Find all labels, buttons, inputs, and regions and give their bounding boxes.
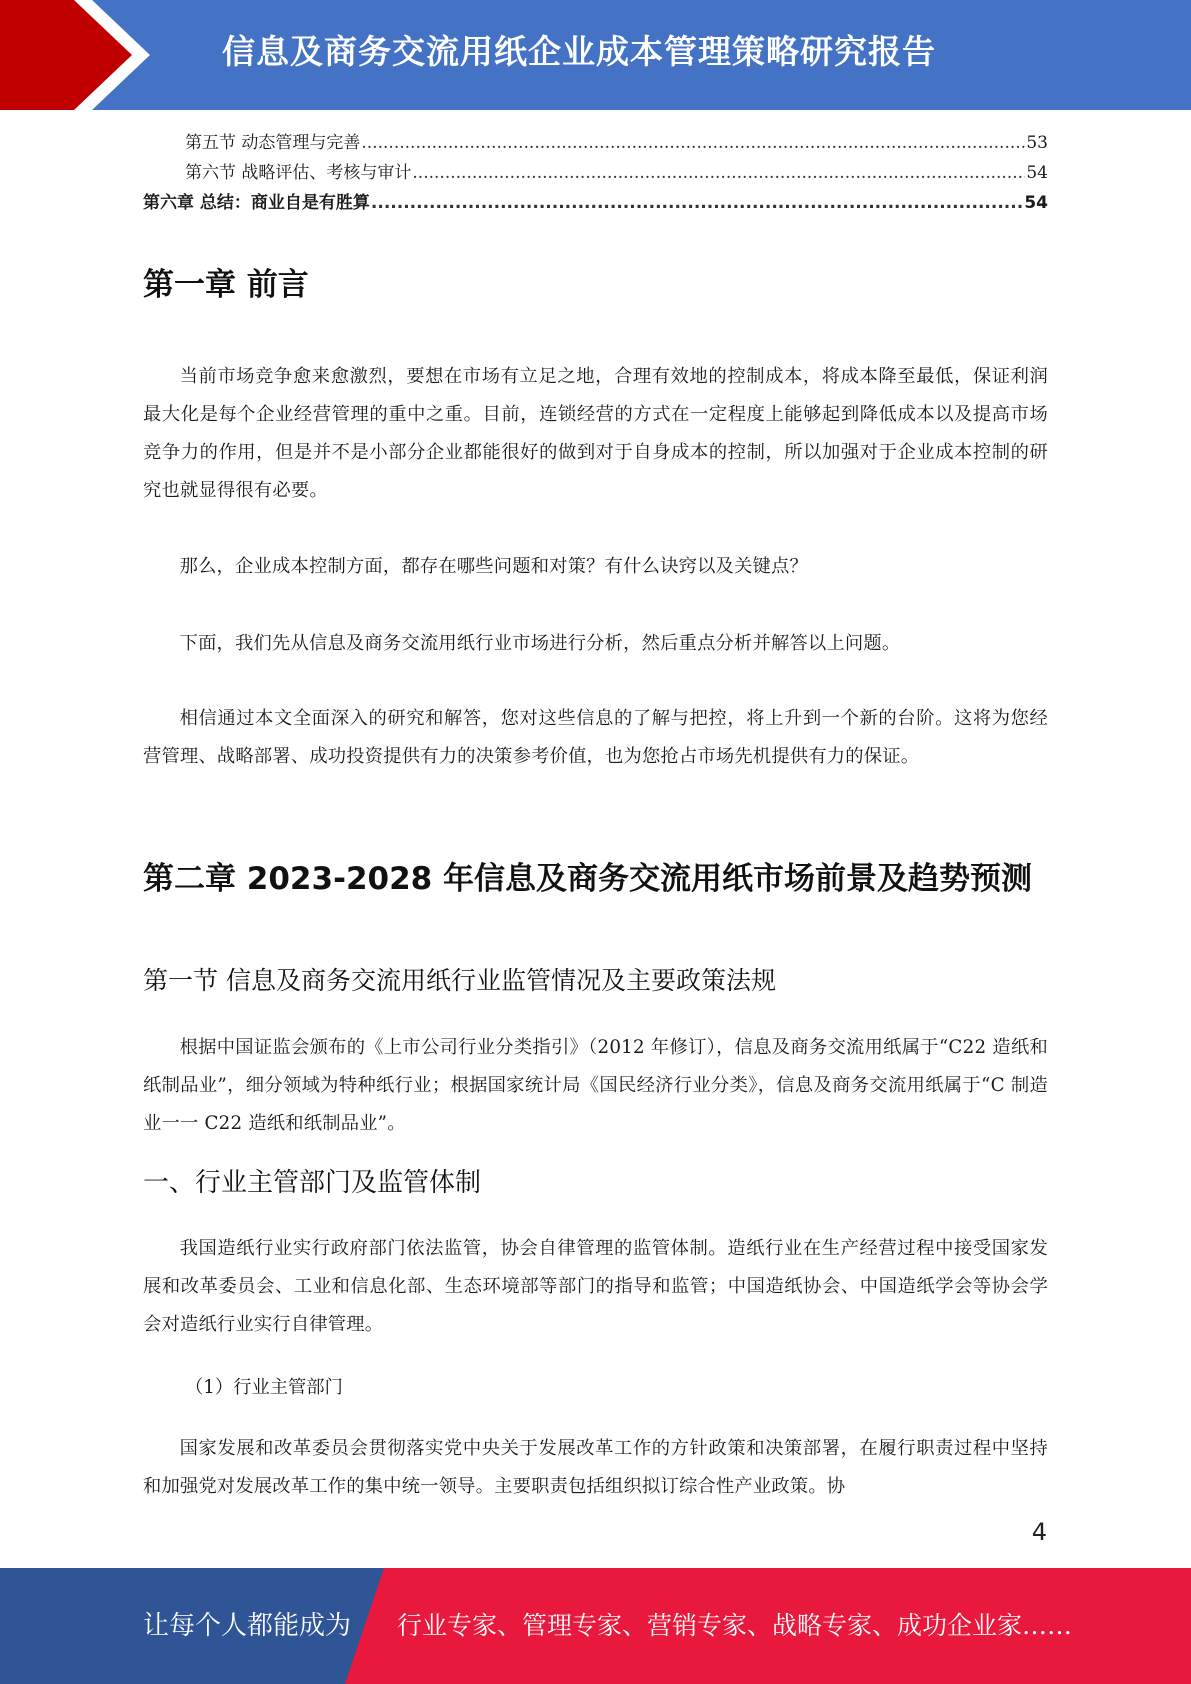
paragraph: 国家发展和改革委员会贯彻落实党中央关于发展改革工作的方针政策和决策部署，在履行职责过程中坚持和加强党对发展改革工作的集中统一领导。主要职责包括组织拟订综合性产业政策。协 [143, 1438, 1048, 1497]
chapter-2-heading: 第二章 2023-2028 年信息及商务交流用纸市场前景及趋势预测 [143, 861, 1033, 897]
toc-entry-page: 53 [1026, 133, 1048, 153]
toc-leader-dots [361, 128, 1025, 158]
paragraph: 我国造纸行业实行政府部门依法监管，协会自律管理的监管体制。造纸行业在生产经营过程中接受国家发展和改革委员会、工业和信息化部、生态环境部等部门的指导和监管；中国造纸协会、中国造纸学会等协会学会对造纸行业实行自律管理。 [143, 1238, 1048, 1335]
toc-leader-dots [412, 158, 1025, 188]
toc-leader-dots [371, 188, 1023, 218]
toc-entry-page: 54 [1026, 163, 1048, 183]
toc-entry-label: 第六节 战略评估、考核与审计 [185, 163, 412, 183]
toc-entry[interactable] [143, 128, 1048, 158]
page-header [0, 0, 1191, 110]
paragraph: 下面，我们先从信息及商务交流用纸行业市场进行分析，然后重点分析并解答以上问题。 [179, 633, 901, 654]
report-title: 信息及商务交流用纸企业成本管理策略研究报告 [222, 32, 936, 71]
toc-entry-chapter[interactable] [143, 188, 1048, 218]
paragraph: 当前市场竞争愈来愈激烈，要想在市场有立足之地，合理有效地的控制成本，将成本降至最低，保证利润最大化是每个企业经营管理的重中之重。目前，连锁经营的方式在一定程度上能够起到降低成本以及提高市场竞争力的作用，但是并不是小部分企业都能很好的做到对于自身成本的控制，所以加强对于企业成本控制的研究也就显得很有必要。 [143, 366, 1048, 501]
chapter-1-heading: 第一章 前言 [143, 267, 309, 303]
page-number: 4 [1031, 1518, 1047, 1546]
subsection-heading: 一、行业主管部门及监管体制 [143, 1168, 482, 1198]
page-footer [0, 1568, 1191, 1684]
section-heading: 第一节 信息及商务交流用纸行业监管情况及主要政策法规 [143, 966, 776, 995]
toc-entry[interactable] [143, 158, 1048, 188]
paragraph: 相信通过本文全面深入的研究和解答，您对这些信息的了解与把控，将上升到一个新的台阶。这将为您经营管理、战略部署、成功投资提供有力的决策参考价值，也为您抢占市场先机提供有力的保证。 [143, 708, 1048, 767]
item-heading: （1）行业主管部门 [185, 1377, 343, 1398]
footer-slogan-right: 行业专家、管理专家、营销专家、战略专家、成功企业家…… [397, 1611, 1073, 1640]
paragraph: 根据中国证监会颁布的《上市公司行业分类指引》（2012 年修订），信息及商务交流用纸属于“C22 造纸和纸制品业”，细分领域为特种纸行业；根据国家统计局《国民经济行业分类》，信息及商务交流用纸属于“C 制造业一一 C22 造纸和纸制品业”。 [143, 1037, 1048, 1134]
toc-entry-label: 第六章 总结：商业自是有胜算 [143, 193, 370, 213]
header-chevron-icon [0, 0, 160, 110]
toc-entry-label: 第五节 动态管理与完善 [185, 133, 361, 153]
footer-slogan-left: 让每个人都能成为 [143, 1611, 352, 1641]
toc-entry-page: 54 [1024, 193, 1048, 213]
paragraph: 那么，企业成本控制方面，都存在哪些问题和对策？有什么诀窍以及关键点？ [179, 556, 808, 577]
